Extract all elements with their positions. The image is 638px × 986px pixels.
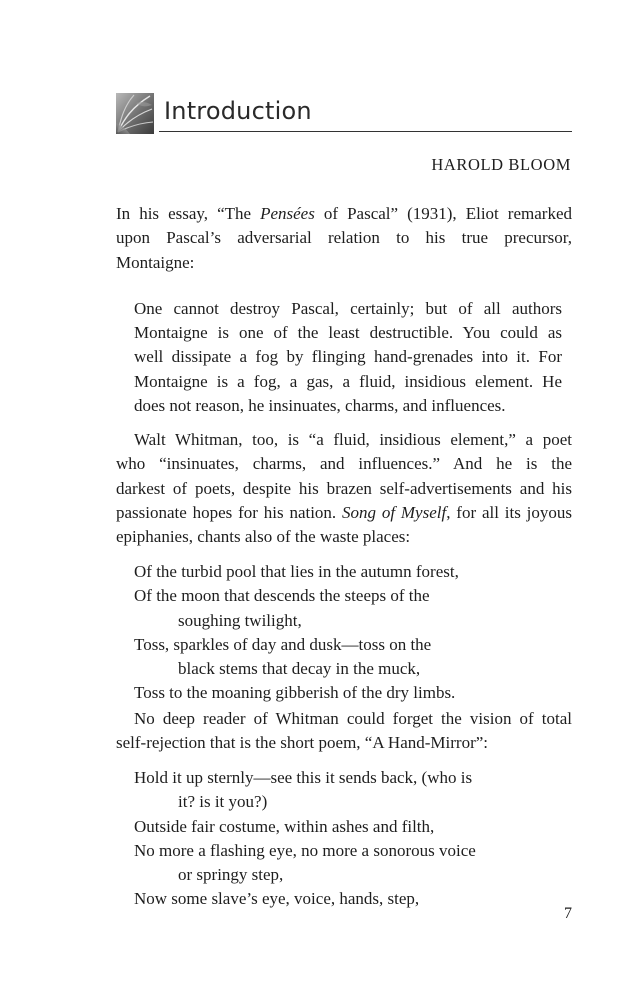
text-line: Montaigne:	[116, 252, 195, 272]
quote-line: Montaigne is a fog, a gas, a fluid, insidious element. He	[134, 371, 562, 391]
text-line: who “insinuates, charms, and influences.” And he is the	[116, 454, 572, 474]
verse-waste-places	[134, 560, 459, 706]
verse-line: black stems that decay in the muck,	[178, 659, 421, 679]
verse-line: Toss to the moaning gibberish of the dry limbs.	[134, 683, 456, 703]
heading-rule	[159, 131, 572, 132]
text-line: self-rejection that is the short poem, “A Hand-Mirror”:	[116, 733, 488, 753]
verse-line: No more a flashing eye, no more a sonorous voice	[134, 840, 476, 860]
paragraph-whitman	[116, 428, 572, 549]
italic-title: Song of Myself	[342, 502, 447, 522]
chapter-author: HAROLD BLOOM	[431, 155, 571, 174]
verse-line: Outside fair costume, within ashes and filth,	[134, 816, 435, 836]
verse-line: it? is it you?)	[178, 792, 268, 812]
text-line: epiphanies, chants also of the waste places:	[116, 527, 411, 547]
italic-title: Pensées	[260, 204, 315, 223]
paragraph-eliot	[116, 202, 572, 275]
quote-line: does not reason, he insinuates, charms, and influences.	[134, 395, 506, 415]
text-line: Walt Whitman, too, is “a fluid, insidious element,” a poet	[134, 430, 572, 449]
verse-line: Of the turbid pool that lies in the autumn forest,	[134, 562, 459, 581]
verse-hand-mirror	[134, 766, 476, 912]
paragraph-hand-mirror	[116, 707, 572, 756]
text-line: No deep reader of Whitman could forget the vision of total	[134, 709, 572, 728]
verse-line: Now some slave’s eye, voice, hands, step,	[134, 889, 420, 909]
text-line: upon Pascal’s adversarial relation to his true precursor,	[116, 228, 572, 248]
text-line: passionate hopes for his nation. Song of Myself, for all its joyous	[116, 502, 572, 522]
verse-line: Toss, sparkles of day and dusk—toss on the	[134, 634, 432, 654]
text-line: darkest of poets, despite his brazen self-advertisements and his	[116, 478, 572, 498]
verse-line: Of the moon that descends the steeps of the	[134, 586, 430, 606]
leaf-fan-icon	[116, 93, 154, 134]
quote-line: One cannot destroy Pascal, certainly; but of all authors	[134, 299, 562, 318]
quote-line: Montaigne is one of the least destructible. You could as	[134, 323, 562, 343]
quote-line: well dissipate a fog by flinging hand-grenades into it. For	[134, 347, 562, 367]
block-quote-eliot	[134, 297, 562, 418]
page-number: 7	[564, 905, 572, 922]
verse-line: or springy step,	[178, 865, 284, 885]
text-line: In his essay, “The Pensées of Pascal” (1931), Eliot remarked	[116, 204, 572, 223]
verse-line: Hold it up sternly—see this it sends back, (who is	[134, 768, 473, 787]
chapter-title: Introduction	[164, 97, 312, 125]
verse-line: soughing twilight,	[178, 610, 302, 630]
